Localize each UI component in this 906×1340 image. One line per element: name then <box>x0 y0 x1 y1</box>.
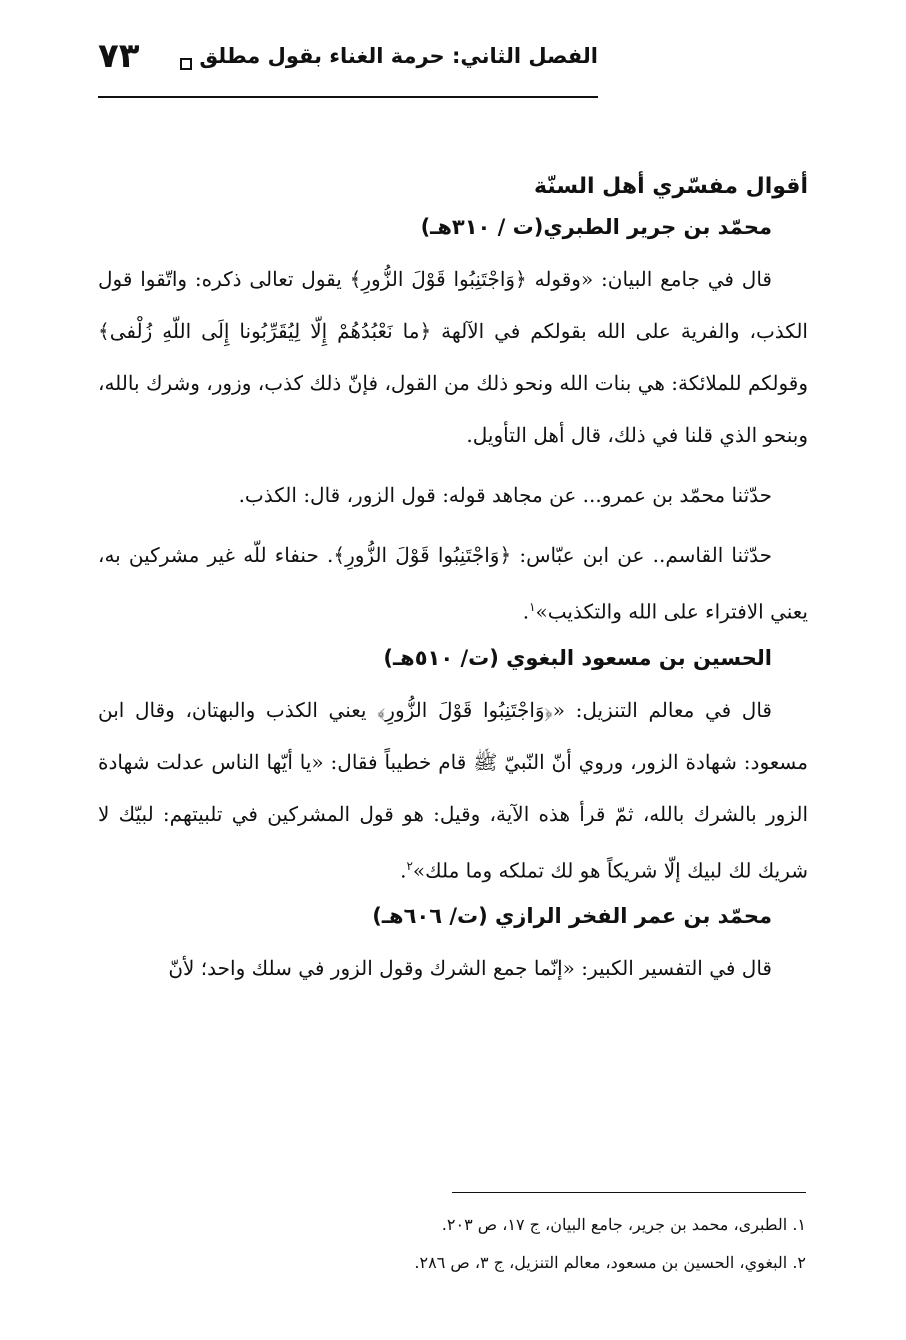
page-number: ٧٣ <box>98 36 140 76</box>
footnote-2: ٢. البغوي، الحسين بن مسعود، معالم التنزيل، ج ٣، ص ٢٨٦. <box>414 1253 806 1272</box>
running-title: الفصل الثاني: حرمة الغناء بقول مطلق <box>199 44 598 68</box>
footnote-divider <box>452 1192 806 1193</box>
author-heading-razi: محمّد بن عمر الفخر الرازي (ت/ ٦٠٦هـ) <box>372 904 772 929</box>
footnote-ref-2[interactable]: ٢ <box>406 858 413 873</box>
footnotes <box>98 1206 806 1282</box>
section-title: أقوال مفسّري أهل السنّة <box>534 174 808 199</box>
paragraph-tabari-3: حدّثنا القاسم.. عن ابن عبّاس: ﴿وَاجْتَنِبُوا قَوْلَ الزُّورِ﴾. حنفاء للّه غير مشركين به، يعني الافتراء على الله والتكذيب»$^١$. <box>98 543 808 624</box>
main-text <box>98 174 808 1002</box>
author-heading-baghawi: الحسين بن مسعود البغوي (ت/ ٥١٠هـ) <box>383 645 772 670</box>
paragraph-text: قال في معالم التنزيل: «﴿وَاجْتَنِبُوا قَوْلَ الزُّورِ﴾ يعني الكذب والبهتان، وقال ابن مسعود: شهادة الزور، وروي أنّ النّبيّ ﷺ قام خطيباً فقال: «يا أيّها الناس عدلت شهادة الزور بالشرك بالله، ثمّ قرأ هذه الآية، وقيل: هو قول المشركين في تلبيتهم: لبيّك لا شريك لك لبيك إلّا شريكاً هو لك تملكه وما ملك» <box>98 697 808 883</box>
paragraph-razi: قال في التفسير الكبير: «إنّما جمع الشرك وقول الزور في سلك واحد؛ لأنّ <box>168 956 772 981</box>
page-header <box>98 36 598 98</box>
paragraph-text: حدّثنا القاسم.. عن ابن عبّاس: ﴿وَاجْتَنِبُوا قَوْلَ الزُّورِ﴾. حنفاء للّه غير مشركين به، يعني الافتراء على الله والتكذيب» <box>98 543 808 624</box>
author-heading-tabari: محمّد بن جرير الطبري(ت / ٣١٠هـ) <box>420 215 772 239</box>
footnote-1: ١. الطبرى، محمد بن جرير، جامع البيان، ج ١٧، ص ٢٠٣. <box>441 1215 806 1234</box>
paragraph-baghawi: قال في معالم التنزيل: «﴿وَاجْتَنِبُوا قَوْلَ الزُّورِ﴾ يعني الكذب والبهتان، وقال ابن مسعود: شهادة الزور، وروي أنّ النّبيّ ﷺ قام خطيباً فقال: «يا أيّها الناس عدلت شهادة الزور بالشرك بالله، ثمّ قرأ هذه الآية، وقيل: هو قول المشركين في تلبيتهم: لبيّك لا شريك لك لبيك إلّا شريكاً هو لك تملكه وما ملك»$^٢$. <box>98 697 808 883</box>
paragraph-tabari-1: قال في جامع البيان: «وقوله ﴿وَاجْتَنِبُوا قَوْلَ الزُّورِ﴾ يقول تعالى ذكره: واتّقوا قول الكذب، والفرية على الله بقولكم في الآلهة ﴿ما نَعْبُدُهُمْ إِلّا لِيُقَرِّبُونا إِلَى اللّهِ زُلْفى﴾ وقولكم للملائكة: هي بنات الله ونحو ذلك من القول، فإنّ ذلك كذب، وزور، وشرك بالله، وبنحو الذي قلنا في ذلك، قال أهل التأويل. <box>98 267 808 447</box>
footnote-ref-1[interactable]: ١ <box>529 600 536 614</box>
square-ornament-icon <box>180 58 192 70</box>
paragraph-tabari-2: حدّثنا محمّد بن عمرو... عن مجاهد قوله: قول الزور، قال: الكذب. <box>238 483 772 507</box>
